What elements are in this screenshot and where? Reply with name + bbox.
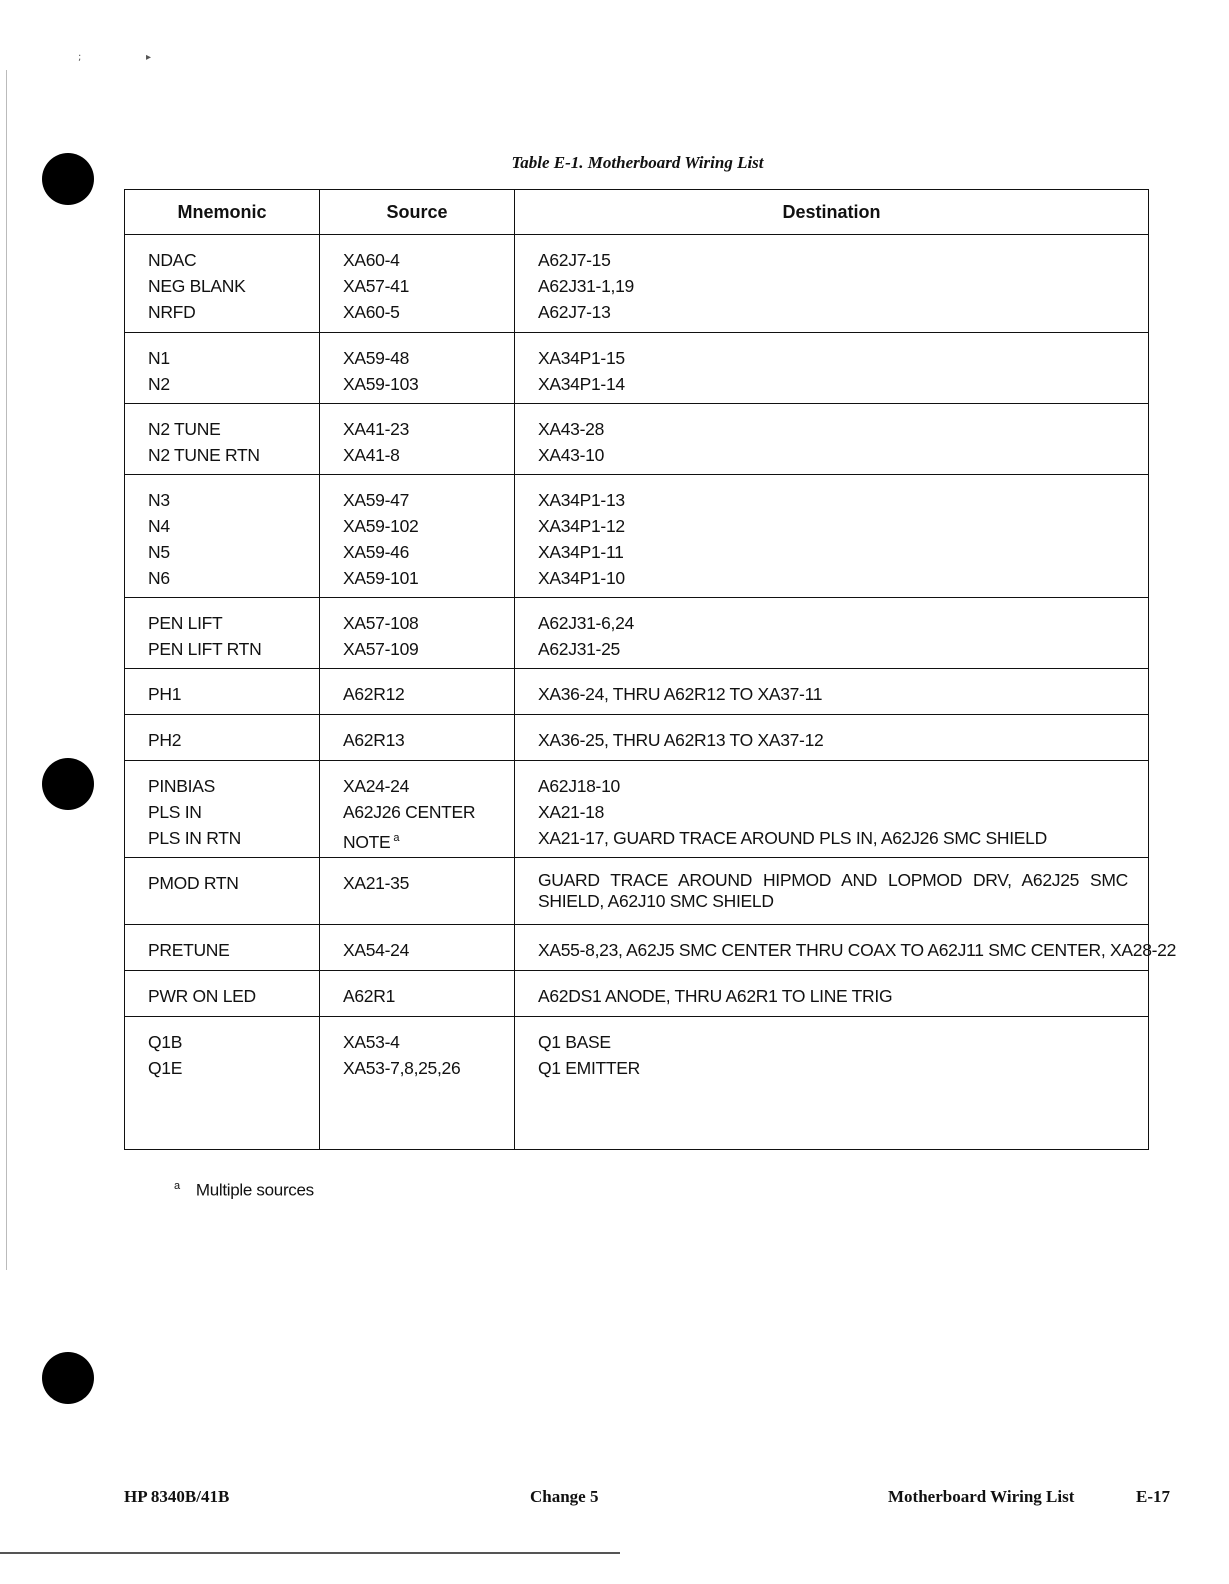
mnemonic-value: NEG BLANK xyxy=(148,276,246,296)
mnemonic-value: NDAC xyxy=(148,250,197,270)
destination-cell xyxy=(515,858,1149,925)
mnemonic-cell xyxy=(125,1017,320,1150)
source-value: A62R13 xyxy=(343,730,405,750)
destination-value: XA55-8,23, A62J5 SMC CENTER THRU COAX TO A62J11 SMC CENTER, XA28-22 xyxy=(538,940,1177,960)
mnemonic-cell xyxy=(125,669,320,715)
destination-value: Q1 EMITTER xyxy=(538,1058,641,1078)
source-value: XA59-101 xyxy=(343,568,419,588)
destination-value: XA43-10 xyxy=(538,445,605,465)
source-value: A62R12 xyxy=(343,684,405,704)
mnemonic-value: PLS IN xyxy=(148,802,202,822)
mnemonic-value: N2 TUNE RTN xyxy=(148,445,260,465)
destination-value: XA43-28 xyxy=(538,419,605,439)
destination-cell xyxy=(515,925,1177,971)
source-cell xyxy=(320,333,515,404)
source-value: XA57-41 xyxy=(343,276,410,296)
table-row xyxy=(125,715,1149,761)
header-row xyxy=(125,190,1149,235)
table-row xyxy=(125,235,1149,333)
table-row xyxy=(125,404,1149,475)
destination-value: XA21-17, GUARD TRACE AROUND PLS IN, A62J26 SMC SHIELD xyxy=(538,828,1047,848)
destination-value: XA34P1-11 xyxy=(538,542,624,562)
mnemonic-cell xyxy=(125,598,320,669)
destination-cell xyxy=(515,404,1149,475)
destination-value: A62J7-15 xyxy=(538,250,611,270)
source-value: XA59-47 xyxy=(343,490,410,510)
mnemonic-value: N6 xyxy=(148,568,170,588)
destination-value: GUARD TRACE AROUND HIPMOD AND LOPMOD DRV, A62J25 SMC SHIELD, A62J10 SMC SHIELD xyxy=(538,870,1128,911)
source-value: XA59-102 xyxy=(343,516,419,536)
scan-speck: ▸ xyxy=(146,52,152,63)
column-header-destination: Destination xyxy=(515,190,1149,235)
table-row xyxy=(125,475,1149,598)
mnemonic-cell xyxy=(125,925,320,971)
mnemonic-value: N1 xyxy=(148,348,170,368)
source-cell xyxy=(320,925,515,971)
mnemonic-cell xyxy=(125,715,320,761)
mnemonic-value: PMOD RTN xyxy=(148,873,239,893)
table-caption: Table E-1. Motherboard Wiring List xyxy=(511,153,764,172)
source-value: XA41-23 xyxy=(343,419,410,439)
mnemonic-value: PEN LIFT xyxy=(148,613,223,633)
source-cell xyxy=(320,475,515,598)
destination-value: A62J7-13 xyxy=(538,302,611,322)
source-cell xyxy=(320,598,515,669)
mnemonic-value: N5 xyxy=(148,542,170,562)
source-value: XA54-24 xyxy=(343,940,410,960)
source-value: XA59-103 xyxy=(343,374,419,394)
source-value: XA21-35 xyxy=(343,873,410,893)
table-row xyxy=(125,858,1149,925)
mnemonic-cell xyxy=(125,475,320,598)
mnemonic-value: PRETUNE xyxy=(148,940,230,960)
table-row xyxy=(125,761,1149,858)
bottom-rule xyxy=(0,1552,620,1554)
binder-hole-middle xyxy=(42,758,94,810)
source-value: XA24-24 xyxy=(343,776,410,796)
source-cell xyxy=(320,235,515,333)
note-marker: a xyxy=(393,832,400,844)
mnemonic-cell xyxy=(125,235,320,333)
page-left-edge-rule xyxy=(6,70,7,1270)
destination-value: A62J31-25 xyxy=(538,639,620,659)
source-cell xyxy=(320,858,515,925)
table-row xyxy=(125,598,1149,669)
destination-value: A62J18-10 xyxy=(538,776,620,796)
destination-value: XA36-25, THRU A62R13 TO XA37-12 xyxy=(538,730,824,750)
footer-change: Change 5 xyxy=(530,1487,599,1506)
destination-value: XA36-24, THRU A62R12 TO XA37-11 xyxy=(538,684,823,704)
footer-model: HP 8340B/41B xyxy=(124,1487,230,1506)
mnemonic-value: PINBIAS xyxy=(148,776,215,796)
destination-value: Q1 BASE xyxy=(538,1032,611,1052)
mnemonic-cell xyxy=(125,333,320,404)
source-cell xyxy=(320,971,515,1017)
destination-cell xyxy=(515,761,1149,858)
table-body xyxy=(125,235,1177,1150)
destination-value: XA34P1-12 xyxy=(538,516,625,536)
source-value: XA57-108 xyxy=(343,613,419,633)
source-value: XA60-4 xyxy=(343,250,400,270)
destination-cell xyxy=(515,971,1149,1017)
footer-section: Motherboard Wiring List xyxy=(888,1487,1075,1506)
mnemonic-value: Q1B xyxy=(148,1032,183,1052)
destination-value: XA34P1-10 xyxy=(538,568,625,588)
footer-page-number: E-17 xyxy=(1136,1487,1170,1506)
source-cell xyxy=(320,1017,515,1150)
mnemonic-value: PWR ON LED xyxy=(148,986,256,1006)
destination-value: A62J31-1,19 xyxy=(538,276,634,296)
column-header-mnemonic: Mnemonic xyxy=(125,190,320,235)
destination-cell xyxy=(515,333,1149,404)
source-value: XA53-4 xyxy=(343,1032,400,1052)
source-value: NOTE $^a$ xyxy=(343,831,400,852)
table-row xyxy=(125,1017,1149,1150)
source-cell xyxy=(320,404,515,475)
table-row xyxy=(125,669,1149,715)
table-row xyxy=(125,925,1149,971)
mnemonic-value: N4 xyxy=(148,516,170,536)
mnemonic-cell xyxy=(125,761,320,858)
source-value: A62J26 CENTER xyxy=(343,802,476,822)
binder-hole-bottom xyxy=(42,1352,94,1404)
source-cell xyxy=(320,669,515,715)
destination-value: A62DS1 ANODE, THRU A62R1 TO LINE TRIG xyxy=(538,986,893,1006)
destination-cell xyxy=(515,669,1149,715)
mnemonic-cell xyxy=(125,858,320,925)
destination-cell xyxy=(515,235,1149,333)
destination-cell xyxy=(515,1017,1149,1150)
mnemonic-value: PLS IN RTN xyxy=(148,828,241,848)
footnote-text: Multiple sources xyxy=(195,1180,314,1200)
destination-value: XA34P1-13 xyxy=(538,490,625,510)
mnemonic-value: N2 TUNE xyxy=(148,419,221,439)
mnemonic-value: PH2 xyxy=(148,730,182,750)
destination-value: XA34P1-15 xyxy=(538,348,625,368)
table-row xyxy=(125,971,1149,1017)
table-row xyxy=(125,333,1149,404)
destination-cell xyxy=(515,598,1149,669)
source-value: XA59-46 xyxy=(343,542,410,562)
scan-speck: ; xyxy=(78,52,82,63)
mnemonic-cell xyxy=(125,971,320,1017)
destination-cell xyxy=(515,715,1149,761)
mnemonic-cell xyxy=(125,404,320,475)
destination-value: A62J31-6,24 xyxy=(538,613,634,633)
column-header-source: Source xyxy=(320,190,515,235)
mnemonic-value: PH1 xyxy=(148,684,182,704)
source-value: XA57-109 xyxy=(343,639,419,659)
source-value: XA60-5 xyxy=(343,302,400,322)
destination-value: XA21-18 xyxy=(538,802,605,822)
source-value: A62R1 xyxy=(343,986,396,1006)
source-value: XA59-48 xyxy=(343,348,410,368)
mnemonic-value: N2 xyxy=(148,374,170,394)
mnemonic-value: Q1E xyxy=(148,1058,183,1078)
source-cell xyxy=(320,715,515,761)
mnemonic-value: PEN LIFT RTN xyxy=(148,639,262,659)
source-value: XA53-7,8,25,26 xyxy=(343,1058,461,1078)
mnemonic-value: N3 xyxy=(148,490,170,510)
destination-value: XA34P1-14 xyxy=(538,374,625,394)
footnote xyxy=(174,1180,314,1201)
mnemonic-value: NRFD xyxy=(148,302,196,322)
destination-cell xyxy=(515,475,1149,598)
wiring-list-table xyxy=(124,189,1177,1150)
source-value: XA41-8 xyxy=(343,445,400,465)
source-cell xyxy=(320,761,515,858)
footnote-mark: a xyxy=(174,1180,180,1192)
